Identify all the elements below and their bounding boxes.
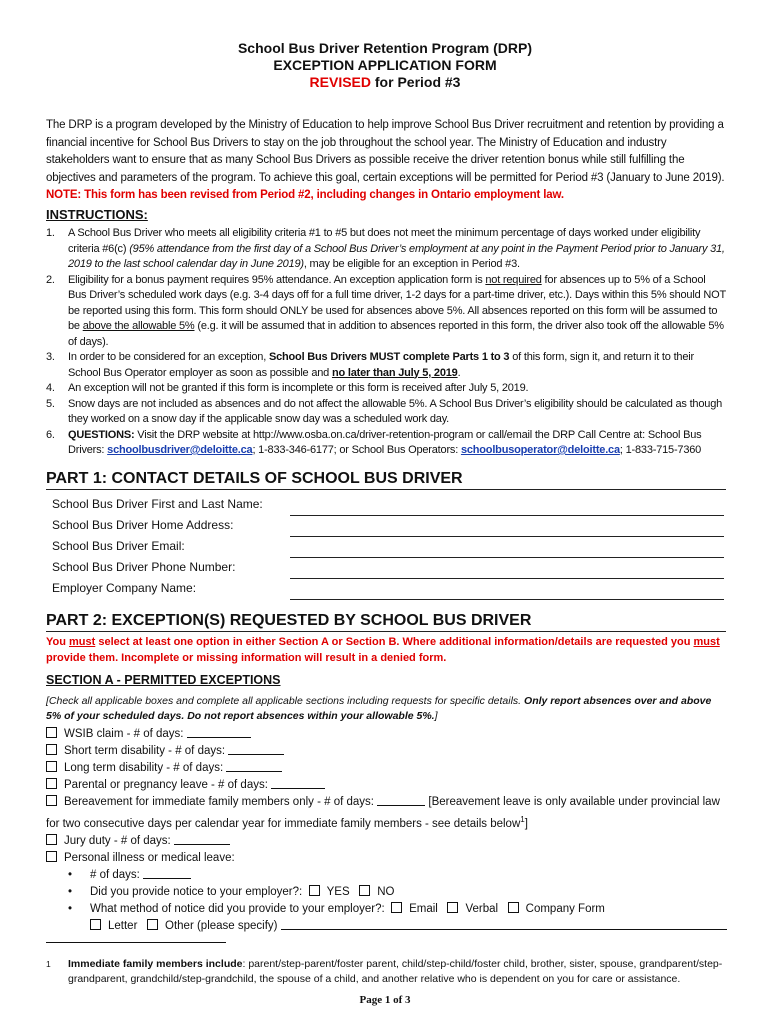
personal-checkbox[interactable]: [46, 851, 57, 862]
deadline-text: no later than July 5, 2019: [331, 366, 458, 379]
jury-row: [46, 833, 736, 850]
questions-label: QUESTIONS:: [68, 428, 135, 441]
personal-days-field[interactable]: [143, 868, 191, 879]
instruction-item: [46, 428, 726, 459]
item-text: Visit the DRP website at http://www.osba.on.ca/driver-retention-program or call/email the DRP Call Centre at: School Bus Drivers:: [68, 428, 702, 456]
instruction-item: [46, 350, 726, 381]
driver-email-link[interactable]: schoolbusdriver@deloitte.ca: [107, 444, 253, 456]
wsib-label: WSIB claim - # of days:: [64, 728, 187, 740]
email-label: Email: [409, 902, 438, 915]
section-a-note: [46, 694, 726, 724]
item-text: Snow days are not included as absences and do not affect the allowable 5%. A School Bus Driver’s eligibility should be calculated as though they worked on a snow day if the applicable snow day was a scheduled work day.: [68, 397, 723, 425]
bereavement-label: Bereavement for immediate family members only - # of days:: [64, 796, 378, 808]
no-label: NO: [377, 885, 395, 898]
item-number: 6.: [46, 428, 55, 441]
item-text: In order to be considered for an exception,: [68, 351, 269, 363]
instruction-item: [46, 397, 726, 428]
method-row-2: [46, 918, 736, 935]
parental-checkbox[interactable]: [46, 778, 57, 789]
period-label: for Period #3: [371, 74, 461, 90]
warn-text: provide them. Incomplete or missing information will result in a denied form.: [46, 651, 447, 664]
footnote: [46, 957, 736, 987]
warn-must: must: [693, 636, 720, 648]
footnote-number: 1: [46, 959, 51, 969]
page-number: Page 1 of 3: [359, 994, 411, 1006]
instructions-heading: INSTRUCTIONS:: [46, 207, 148, 222]
note-text-bold: Only report absences over and above 5% of your scheduled days. Do not report absences within your allowable 5%.: [46, 695, 712, 722]
title-line-1: School Bus Driver Retention Program (DRP): [237, 40, 533, 56]
footnote-divider: [46, 942, 226, 943]
item-text: , may be eligible for an exception in Period #3.: [303, 258, 520, 270]
long-term-label: Long term disability - # of days:: [64, 762, 227, 774]
parental-days-field[interactable]: [271, 778, 325, 789]
days-label: # of days:: [90, 868, 144, 881]
notice-label: Did you provide notice to your employer?:: [90, 885, 303, 898]
item-number: 4.: [46, 382, 55, 394]
exception-checklist: [46, 726, 736, 935]
item-text: An exception will not be granted if this form is incomplete or this form is received after July 5, 2019.: [68, 382, 529, 394]
other-specify-field[interactable]: [281, 919, 727, 930]
item-text-underlined: above the allowable 5%: [82, 320, 195, 332]
home-address-field[interactable]: [290, 536, 724, 537]
driver-email-label: School Bus Driver Email:: [52, 539, 185, 553]
letter-label: Letter: [108, 919, 138, 932]
bullet: •: [68, 902, 73, 915]
wsib-checkbox[interactable]: [46, 727, 57, 738]
short-term-row: [46, 743, 736, 760]
yes-checkbox[interactable]: [309, 885, 320, 896]
personal-row: [46, 850, 736, 867]
intro-note: NOTE: This form has been revised from Period #2, including changes in Ontario employment law.: [46, 189, 564, 201]
driver-name-label: School Bus Driver First and Last Name:: [52, 497, 263, 511]
item-text: A School Bus Driver who meets all eligibility criteria #1 to #5 but does not meet the minimum percentage of days worked under eligibility criteria #6(c): [68, 227, 701, 255]
bereavement-note: [Bereavement leave is only available under provincial law for two consecutive days per calendar year for immediate family members - see details below: [46, 796, 720, 830]
operator-email-link[interactable]: schoolbusoperator@deloitte.ca: [460, 444, 620, 456]
item-text: of this form, sign it, and return it to their School Bus Operator employer as soon as possible and: [68, 351, 694, 379]
warn-text: select at least one option in either Section A or Section B. Where additional information/details are requested you: [95, 636, 694, 648]
item-text: .: [457, 366, 461, 379]
item-text: for absences up to 5% of a School Bus Driver’s scheduled work days (e.g. 3-4 days off for a full time driver, 1-2 days for a part-time driver, etc.). Days within this 5% should NOT be reported using this form. This form should ONLY be used for absences above 5%. All absences reported on this form will be assumed to be: [68, 273, 726, 332]
short-term-label: Short term disability - # of days:: [64, 745, 229, 757]
item-number: 2.: [46, 273, 55, 286]
short-term-checkbox[interactable]: [46, 744, 57, 755]
part1-heading: PART 1: CONTACT DETAILS OF SCHOOL BUS DRIVER: [46, 470, 726, 490]
bereavement-checkbox[interactable]: [46, 795, 57, 806]
letter-checkbox[interactable]: [90, 919, 101, 930]
item-text-underlined: not required: [485, 273, 542, 286]
bereavement-row: [46, 794, 736, 833]
note-text: ]: [434, 710, 438, 722]
other-label: Other (please specify): [165, 919, 278, 932]
verbal-label: Verbal: [465, 902, 499, 915]
instructions-list: [46, 226, 726, 459]
wsib-row: [46, 726, 736, 743]
phone-number-field[interactable]: [290, 578, 724, 579]
personal-days-row: [46, 867, 736, 884]
item-text-italic: (95% attendance from the first day of a School Bus Driver’s employment at any point in the Payment Period prior to January 31, 2019 to the last school calendar day in June 2019): [68, 242, 725, 270]
notice-row: [46, 884, 736, 901]
section-a-heading: SECTION A - PERMITTED EXCEPTIONS: [46, 673, 281, 687]
jury-checkbox[interactable]: [46, 834, 57, 845]
warn-must: must: [69, 636, 96, 648]
bullet: •: [68, 868, 73, 881]
item-text: ; 1-833-346-6177; or School Bus Operators:: [252, 444, 461, 456]
email-checkbox[interactable]: [391, 902, 402, 913]
item-number: 3.: [46, 351, 55, 363]
item-text: (e.g. it will be assumed that in addition to absences reported in this form, the driver also took off the allowable 5% of days).: [68, 320, 724, 348]
footnote-label: Immediate family members include: [68, 958, 243, 970]
no-checkbox[interactable]: [359, 885, 370, 896]
home-address-label: School Bus Driver Home Address:: [52, 518, 234, 532]
instruction-item: [46, 273, 726, 351]
wsib-days-field[interactable]: [187, 727, 251, 738]
method-label: What method of notice did you provide to your employer?:: [90, 902, 385, 915]
bereavement-note-end: ]: [524, 817, 528, 830]
personal-label: Personal illness or medical leave:: [64, 851, 235, 864]
parental-label: Parental or pregnancy leave - # of days:: [64, 779, 272, 791]
warn-text: You: [46, 636, 70, 648]
footnote-ref: 1: [520, 815, 525, 824]
bereavement-days-field[interactable]: [377, 795, 425, 806]
jury-label: Jury duty - # of days:: [64, 834, 174, 847]
part2-heading: PART 2: EXCEPTION(S) REQUESTED BY SCHOOL BUS DRIVER: [46, 612, 726, 632]
verbal-checkbox[interactable]: [447, 902, 458, 913]
notice-method-row: [46, 901, 736, 918]
title-line-3: [0, 74, 770, 91]
item-number: 5.: [46, 397, 55, 410]
bullet: •: [68, 885, 73, 898]
intro-text: The DRP is a program developed by the Ministry of Education to help improve School Bus Driver recruitment and retention by providing a financial incentive for School Bus Drivers to stay on the job throughout the school year. The Ministry of Education and industry stakeholders want to ensure that as many School Bus Drivers as possible receive the driver retention bonus while still fulfilling the objectives and parameters of the program. To achieve this goal, certain exceptions will be permitted for Period #3 (January to June 2019).: [46, 119, 725, 184]
intro-paragraph: [46, 117, 726, 205]
employer-name-label: Employer Company Name:: [52, 581, 197, 595]
other-checkbox[interactable]: [147, 919, 158, 930]
selection-warning: [46, 635, 726, 666]
driver-email-field[interactable]: [290, 557, 724, 558]
footnote-text: : parent/step-parent/foster parent, child/step-child/foster child, brother, sister, spouse, grandparent/step-grandparent, grandchild/step-grandchild, the spouse of a child, and another relative who is dependent on you for care or assistance.: [68, 958, 723, 985]
long-term-checkbox[interactable]: [46, 761, 57, 772]
item-number: 1.: [46, 227, 55, 239]
parental-row: [46, 777, 736, 794]
driver-name-field[interactable]: [290, 515, 724, 516]
instruction-item: [46, 226, 726, 273]
jury-days-field[interactable]: [174, 834, 230, 845]
revised-label: REVISED: [309, 74, 371, 90]
short-term-days-field[interactable]: [228, 744, 284, 755]
item-text-bold: School Bus Drivers MUST complete Parts 1 to 3: [268, 351, 510, 363]
instruction-item: [46, 381, 726, 397]
form-title: [0, 40, 770, 91]
item-text: Eligibility for a bonus payment requires 95% attendance. An exception application form is: [68, 273, 486, 286]
employer-name-field[interactable]: [290, 599, 724, 600]
long-term-row: [46, 760, 736, 777]
company-form-label: Company Form: [525, 902, 605, 915]
yes-label: YES: [326, 885, 350, 898]
long-term-days-field[interactable]: [226, 761, 282, 772]
item-text: ; 1-833-715-7360: [619, 444, 702, 456]
company-form-checkbox[interactable]: [508, 902, 519, 913]
title-line-2: EXCEPTION APPLICATION FORM: [273, 57, 497, 73]
note-text: [Check all applicable boxes and complete all applicable sections including requests for specific details.: [46, 695, 525, 707]
phone-number-label: School Bus Driver Phone Number:: [52, 560, 236, 574]
